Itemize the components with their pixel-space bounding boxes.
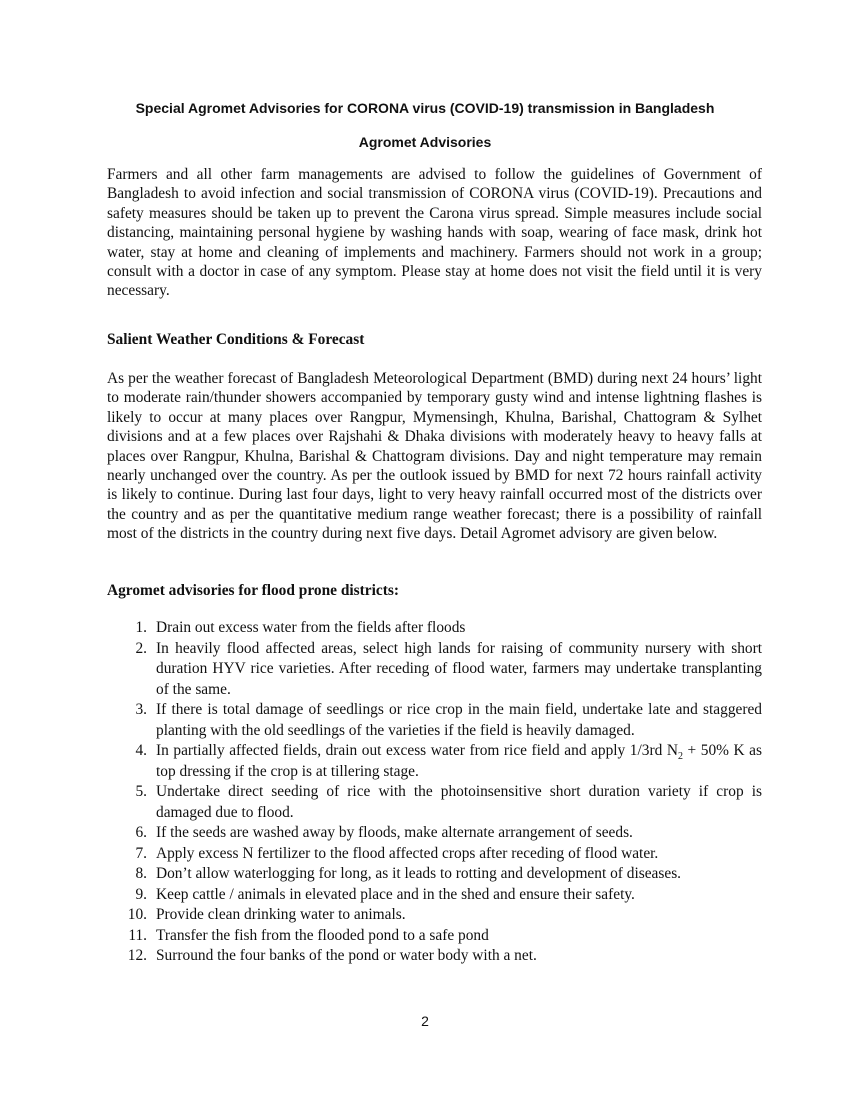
list-item-number: 2. (135, 639, 147, 657)
list-item-text: Apply excess N fertilizer to the flood affected crops after receding of flood water. (156, 844, 659, 862)
list-item-text: Undertake direct seeding of rice with the photoinsensitive short duration variety if crop is damaged due to flood. (156, 783, 762, 821)
list-item-number: 4. (135, 742, 147, 759)
list-item (107, 639, 762, 701)
list-item-text: Provide clean drinking water to animals. (156, 906, 406, 923)
list-item (107, 741, 762, 782)
intro-paragraph: Farmers and all other farm managements are advised to follow the guidelines of Government of Bangladesh to avoid infection and social transmission of CORONA virus (COVID-19). Precautions and safety measures should be taken up to prevent the Carona virus spread. Simple measures include social distancing, maintaining personal hygiene by washing hands with soap, wearing of face mask, drink hot water, stay at home and cleaning of implements and machinery. Farmers should not work in a group; consult with a doctor in case of any symptom. Please stay at home does not visit the field until it is very necessary. (107, 166, 762, 300)
list-item (107, 926, 762, 947)
list-item-number: 9. (135, 885, 147, 903)
section-title: Agromet Advisories (358, 134, 492, 150)
list-item-text: Don’t allow waterlogging for long, as it leads to rotting and development of diseases. (156, 865, 682, 882)
list-item-number: 12. (127, 947, 147, 964)
list-item-number: 1. (135, 619, 147, 636)
list-item-text: Keep cattle / animals in elevated place and in the shed and ensure their safety. (156, 885, 635, 903)
list-item-text: In heavily flood affected areas, select high lands for raising of community nursery with short duration HYV rice varieties. After receding of flood water, farmers may undertake transplanting of the same. (156, 639, 762, 698)
weather-paragraph: As per the weather forecast of Bangladesh Meteorological Department (BMD) during next 24 hours’ light to moderate rain/thunder showers accompanied by temporary gusty wind and intense lightning flashes is likely to occur at many places over Rangpur, Mymensingh, Khulna, Barishal, Chattogram & Sylhet divisions and at a few places over Rajshahi & Dhaka divisions with moderately heavy to heavy falls at places over Rangpur, Khulna, Barishal & Chattogram divisions. Day and night temperature may remain nearly unchanged over the country. As per the outlook issued by BMD for next 72 hours rainfall activity is likely to continue. During last four days, light to very heavy rainfall occurred most of the districts over the country and as per the quantitative medium range weather forecast; there is a possibility of rainfall most of the districts in the country during next five days. Detail Agromet advisory are given below. (107, 370, 762, 543)
list-item-text: If there is total damage of seedlings or rice crop in the main field, undertake late and staggered planting with the old seedlings of the varieties if the field is heavily damaged. (156, 701, 762, 739)
list-item (107, 905, 762, 926)
list-item (107, 864, 762, 885)
page-number: 2 (421, 1013, 429, 1029)
list-item-number: 3. (135, 701, 147, 718)
list-item-text: Drain out excess water from the fields after floods (156, 619, 466, 636)
list-item (107, 844, 762, 865)
list-item-number: 5. (135, 783, 147, 800)
list-item (107, 823, 762, 844)
list-item (107, 885, 762, 906)
list-item-text-part: + 50% K as top dressing if the crop is at tillering stage. (156, 742, 762, 780)
list-item (107, 700, 762, 741)
list-item-number: 7. (135, 844, 147, 862)
list-item-number: 11. (128, 926, 147, 944)
document-title: Special Agromet Advisories for CORONA virus (COVID-19) transmission in Bangladesh (135, 100, 715, 116)
list-item-number: 6. (135, 824, 147, 841)
flood-advisory-heading: Agromet advisories for flood prone districts: (107, 582, 399, 599)
list-item (107, 618, 762, 639)
subscript: 2 (677, 751, 683, 763)
list-item-text-part: In partially affected fields, drain out excess water from rice field and apply 1/3rd N (156, 742, 678, 759)
list-item-text (156, 742, 762, 780)
list-item-number: 8. (135, 865, 147, 882)
list-item-number: 10. (127, 906, 147, 923)
list-item-text: Transfer the fish from the flooded pond to a safe pond (156, 926, 489, 944)
list-item-text: Surround the four banks of the pond or water body with a net. (156, 947, 537, 964)
list-item-text: If the seeds are washed away by floods, make alternate arrangement of seeds. (156, 824, 633, 841)
weather-heading: Salient Weather Conditions & Forecast (107, 331, 365, 348)
advisory-list (107, 618, 762, 967)
list-item (107, 782, 762, 823)
list-item (107, 946, 762, 967)
